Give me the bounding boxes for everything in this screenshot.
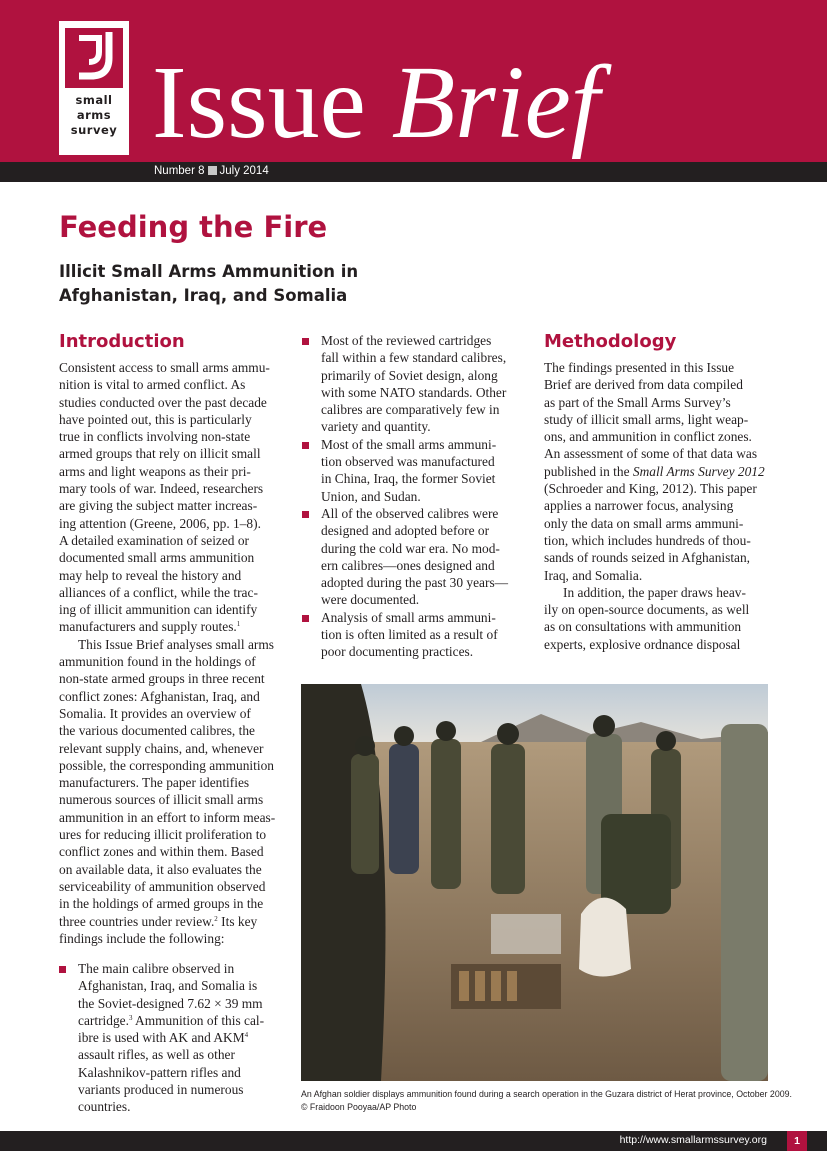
article-subtitle: Illicit Small Arms Ammunition in Afghanistan, Iraq, and Somalia xyxy=(59,262,359,305)
photo-illustration xyxy=(301,684,768,1081)
list-item: Analysis of small arms ammuni- tion is often limited as a result of poor documenting practices. xyxy=(302,609,508,661)
list-item: Most of the small arms ammuni- tion observed was manufactured in China, Iraq, the former Soviet Union, and Sudan. xyxy=(302,436,508,505)
photo-soldiers-ammunition xyxy=(301,684,768,1081)
list-item: Most of the reviewed cartridges fall within a few standard calibres, primarily of Soviet design, along with some NATO standards. Other calibres are comparatively few in variety and quantity. xyxy=(302,332,508,436)
introduction-text: Consistent access to small arms ammu- nition is vital to armed conflict. As studies conducted over the past decade have pointed out, this is particularly true in conflicts involving non-state armed groups that rely on illicit small arms and light weapons as their pri- mary tools of war. Indeed, researchers are giving the subject matter increas- ing attention (Greene, 2006, pp. 1–8). A detailed examination of seized or documented small arms ammunition may help to reveal the history and alliances of a conflict, while the trac- ing of illicit ammunition can identify manufacturers and supply routes.$^1$ This Issue Brief analyses small arms ammunition found in the holdings of non-state armed groups in three recent conflict zones: Afghanistan, Iraq, and Somalia. It provides an overview of the various documented calibres, the relevant supply chains, and, whenever possible, the corresponding ammunition manufacturers. The paper identifies numerous sources of illicit small arms ammunition in an effort to inform meas- ures for reducing illicit proliferation to conflict zones and within them. Based on available data, it also evaluates the serviceability of ammunition observed in the holdings of armed groups in the three countries under review.$^2$ Its key findings include the following: xyxy=(59,360,276,946)
footer-url-link[interactable]: http://www.smallarmssurvey.org xyxy=(619,1134,767,1146)
logo-hook-icon xyxy=(65,28,123,88)
footnote-ref: 2 xyxy=(214,914,218,923)
separator-square-icon xyxy=(208,166,217,175)
publication-title: Issue Brief xyxy=(152,45,600,160)
page-number: 1 xyxy=(787,1131,807,1151)
list-item: The main calibre observed in Afghanistan, Iraq, and Somalia is the Soviet-designed 7.62 × 39 mm cartridge.$^3$ Ammunition of this cal- ibre is used with AK and AKM$^4$ assault rifles, as well as other Kalashnikov-pattern rifles and variants produced in numerous countries. xyxy=(59,960,264,1116)
methodology-heading: Methodology xyxy=(544,331,677,352)
small-arms-survey-logo xyxy=(59,21,129,155)
logo-mark xyxy=(65,28,123,88)
logo-text: small arms survey xyxy=(70,93,118,137)
methodology-text: The findings presented in this Issue Brief are derived from data compiled as part of the Small Arms Survey’s study of illicit small arms, light weap- ons, and ammunition in conflict zones. An assessment of some of that data was published in the Small Arms Survey 2012 (Schroeder and King, 2012). This paper applies a narrower focus, analysing only the data on small arms ammuni- tion, which includes hundreds of thou- sands of rounds seized in Afghanistan, Iraq, and Somalia. In addition, the paper draws heav- ily on open-source documents, as well as on consultations with ammunition experts, explosive ordnance disposal xyxy=(544,360,765,652)
findings-list xyxy=(302,332,508,661)
issue-info: Number 8 July 2014 xyxy=(154,165,269,177)
photo-caption: An Afghan soldier displays ammunition found during a search operation in the Guzara district of Herat province, October 2009. © Fraidoon Pooyaa/AP Photo xyxy=(301,1089,792,1112)
key-findings-list xyxy=(59,960,264,1116)
list-item: All of the observed calibres were designed and adopted before or during the cold war era. No mod- ern calibres—ones designed and adopted during the past 30 years— were documented. xyxy=(302,505,508,609)
introduction-heading: Introduction xyxy=(59,331,185,352)
footnote-ref: 1 xyxy=(236,620,241,629)
article-title: Feeding the Fire xyxy=(59,210,328,244)
issue-info-band xyxy=(0,162,827,182)
